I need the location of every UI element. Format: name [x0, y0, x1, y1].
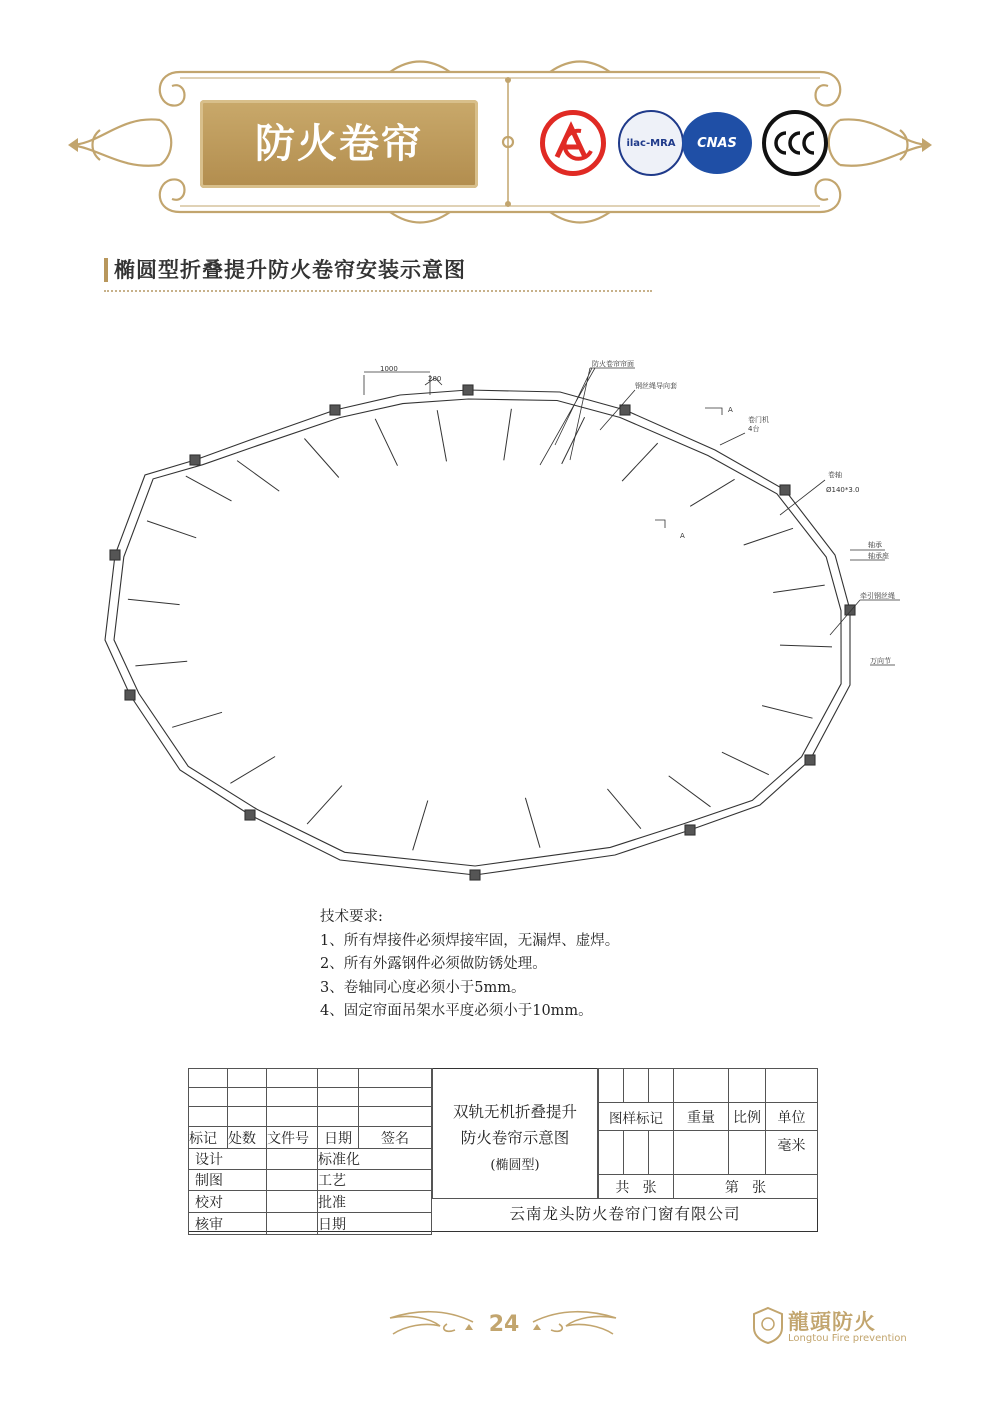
- total-label: 共: [615, 1179, 630, 1196]
- ilac-text: ilac-MRA: [626, 137, 676, 149]
- standard-label: 标准化: [318, 1149, 432, 1170]
- rope-tick: [186, 476, 232, 501]
- cnas-text: CNAS: [697, 135, 737, 151]
- rope-tick: [128, 599, 180, 604]
- label-shaft-spec: Ø140*3.0: [826, 486, 860, 494]
- dim-200: 200: [428, 375, 442, 383]
- joint-block: [245, 810, 255, 820]
- rope-tick: [744, 528, 793, 545]
- joint-block: [463, 385, 473, 395]
- rope-tick: [135, 661, 187, 666]
- label-rope: 牵引钢丝绳: [860, 592, 895, 600]
- joint-block: [125, 690, 135, 700]
- rope-tick: [762, 706, 812, 719]
- company-name: 云南龙头防火卷帘门窗有限公司: [432, 1198, 818, 1232]
- h-sign: 签名: [359, 1127, 432, 1149]
- ccc-icon: [762, 110, 828, 176]
- requirement-item: 1、所有焊接件必须焊接牢固，无漏焊、虚焊。: [320, 932, 620, 949]
- cma-seal-icon: [540, 110, 606, 176]
- label-bearing: 轴承: [868, 541, 882, 549]
- rope-tick: [780, 645, 832, 647]
- sheet-number: [674, 1175, 818, 1199]
- label-shaft: 卷轴: [828, 471, 842, 479]
- joint-block: [805, 755, 815, 765]
- rope-ticks: [128, 409, 832, 851]
- sheets2-label: 张: [752, 1179, 767, 1196]
- weight-label: 重量: [674, 1103, 729, 1131]
- joint-block: [110, 550, 120, 560]
- joint-block: [330, 405, 340, 415]
- rope-tick: [690, 479, 734, 506]
- drawing-title: [432, 1068, 598, 1198]
- dragon-logo-icon: [752, 1306, 784, 1344]
- scale-label: 比例: [729, 1103, 766, 1131]
- total-sheets: [599, 1175, 674, 1199]
- brand-title: 防火卷帘: [255, 121, 423, 167]
- outer-rail: [105, 390, 850, 875]
- h-zone: 处数: [228, 1127, 267, 1149]
- page-label: 第: [724, 1179, 739, 1196]
- rope-tick: [237, 461, 279, 492]
- rope-tick: [413, 801, 428, 851]
- rope-tick: [525, 798, 540, 848]
- unit-label: 单位: [766, 1103, 818, 1131]
- requirement-item: 2、所有外露钢件必须做防锈处理。: [320, 956, 547, 972]
- joint-block: [470, 870, 480, 880]
- craft-label: 工艺: [318, 1170, 432, 1191]
- drawn-label: 制图: [189, 1170, 267, 1191]
- joint-block: [780, 485, 790, 495]
- cnas-icon: [682, 112, 752, 174]
- footer-logo-subtitle: Longtou Fire prevention: [788, 1333, 907, 1344]
- joint-block: [190, 455, 200, 465]
- rope-tick: [307, 786, 342, 825]
- requirement-item: 3、卷轴同心度必须小于5mm。: [320, 979, 526, 996]
- rope-tick: [669, 776, 711, 807]
- check-label: 校对: [189, 1191, 267, 1213]
- rope-tick: [773, 585, 825, 592]
- technical-requirements: [320, 906, 880, 1024]
- elliptical-curtain-drawing: [90, 350, 930, 890]
- footer-logo-text: 龍頭防火: [788, 1310, 876, 1334]
- label-motor: 卷门机: [748, 416, 769, 424]
- h-doc: 文件号: [267, 1127, 318, 1149]
- title-line-1: 双轨无机折叠提升: [452, 1103, 577, 1121]
- unit-value: 毫米: [766, 1131, 818, 1175]
- label-rope-guide: 钢丝绳导向套: [635, 382, 677, 390]
- ilac-mra-icon: [618, 110, 684, 176]
- label-curtain-face: 防火卷帘帘面: [592, 360, 634, 368]
- joint-block: [620, 405, 630, 415]
- rope-tick: [172, 712, 222, 727]
- label-section-a-bottom: A: [680, 532, 685, 540]
- sheets-label: 张: [642, 1179, 657, 1196]
- joint-block: [685, 825, 695, 835]
- revision-grid: [188, 1068, 432, 1235]
- section-divider: [104, 290, 652, 292]
- rope-tick: [375, 419, 397, 466]
- label-joint: 万向节: [870, 657, 891, 665]
- joint-block: [845, 605, 855, 615]
- rope-tick: [722, 752, 769, 775]
- title-line-2: 防火卷帘示意图: [460, 1129, 570, 1147]
- h-date: 日期: [318, 1127, 359, 1149]
- sample-mark-label: 图样标记: [599, 1103, 674, 1131]
- label-motor-count: 4台: [748, 425, 760, 433]
- rope-tick: [230, 757, 275, 784]
- rope-tick: [437, 410, 446, 461]
- label-section-a-top: A: [728, 406, 733, 414]
- section-title: 椭圆型折叠提升防火卷帘安装示意图: [114, 258, 466, 282]
- rope-tick: [622, 443, 658, 481]
- info-grid: [598, 1068, 818, 1199]
- requirements-heading: 技术要求:: [320, 909, 383, 925]
- design-label: 设计: [189, 1149, 267, 1170]
- rope-tick: [147, 521, 196, 538]
- rope-tick: [607, 789, 641, 829]
- date2-label: 日期: [318, 1213, 432, 1235]
- approve-label: 批准: [318, 1191, 432, 1213]
- page-number: 24: [488, 1312, 520, 1337]
- rope-tick: [504, 409, 512, 461]
- review-label: 核审: [189, 1213, 267, 1235]
- label-bearing-seat: 轴承座: [868, 552, 889, 560]
- leader-lines: [540, 368, 900, 665]
- rope-tick: [304, 439, 338, 478]
- title-line-3: (椭圆型): [490, 1158, 540, 1173]
- requirement-item: 4、固定帘面吊架水平度必须小于10mm。: [320, 1003, 593, 1019]
- inner-rail: [114, 399, 841, 866]
- section-marker: [104, 258, 108, 282]
- dim-1000: 1000: [380, 365, 398, 373]
- h-mark: 标记: [189, 1127, 228, 1149]
- curtain-ring: [105, 385, 855, 880]
